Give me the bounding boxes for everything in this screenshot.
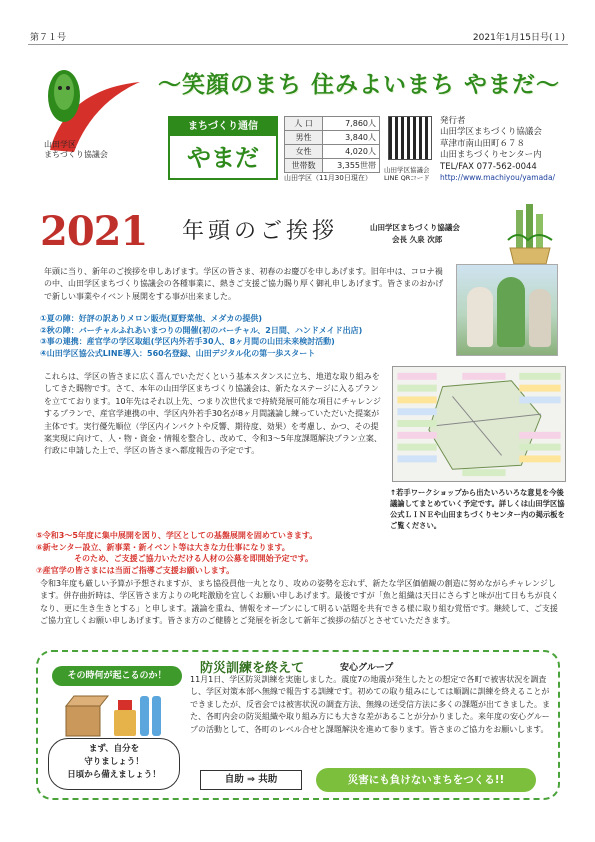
highlight-item: ④山田学区協公式LINE導入：560名登録、山田デジタル化の第一歩スタート <box>40 348 316 358</box>
publisher-info <box>440 116 555 183</box>
main-title: ～笑顔のまち 住みよいまち やまだ～ <box>158 72 561 98</box>
bousai-badge: その時何が起こるのか！ <box>52 666 182 686</box>
qr-label-line1: 山田学区協議会 <box>384 166 430 174</box>
plan-text: これらは、学区の皆さまに広く喜んでいただくという基本スタンスに立ち、地道な取り組みをしてきた賜物です。さて、本年の山田学区まちづくり協議会は、新たなステージに入るプランを立てております。10年先はそれ以上先、つまり次世代まで持続発展可能な項目にチャレンジするプランで、産官学連携の中、学区内外若手30名が8ヶ月間議論し練っていただいた提案が主体です。実行優先順位（学区内インパクトや反響、期待度、効果）を考慮し、かつ、その提案実現に向けて、人・物・資金・情報を整合し、改めて、令和3～5年度課題解決プラン立案、行政に申請した上で、学区の皆さまへ都度報告の予定です。 <box>44 372 382 456</box>
kadomatsu-icon <box>502 200 558 266</box>
population-value: 3,355世帯 <box>323 159 380 173</box>
population-value: 4,020人 <box>323 145 380 159</box>
population-label: 女性 <box>285 145 323 159</box>
year-title: 2021 <box>40 208 148 255</box>
bousai-title: 防災訓練を終えて <box>200 661 305 676</box>
target-item: ⑥新センター設立、新事業・新イベント等は大きな力仕事になります。 <box>36 542 290 552</box>
population-note: 山田学区（11月30日現在） <box>284 174 372 182</box>
bubble-line1: まず、自分を <box>88 744 140 754</box>
map-caption: ↑若手ワークショップから出たいろいろな意見を今後議論してまとめていく予定です。詳しくは山田学区協公式ＬＩＮＥや山田まちづくりセンター内の掲示板をご覧ください。 <box>390 488 565 530</box>
newsletter-box <box>168 116 278 180</box>
bubble-line3: 日頃から備えましょう！ <box>67 769 161 780</box>
population-value: 3,840人 <box>323 131 380 145</box>
issue-date: 2021年1月15日号(１) <box>472 33 565 43</box>
target-item: ⑦産官学の皆さまには当面ご指導ご支援お願いします。 <box>36 565 235 575</box>
qr-label <box>384 166 430 182</box>
population-row <box>285 159 380 173</box>
bubble-line2: 守りましょう！ <box>84 756 144 767</box>
population-label: 世帯数 <box>285 159 323 173</box>
target-item: そのため、ご支援ご協力いただける人材の公募を即開始予定です。 <box>74 554 314 564</box>
greeting-intro: 年頭に当り、新年のご挨拶を申しあげます。学区の皆さま、初春のお慶びを申しあげます。旧年中は、コロナ禍の中、山田学区まちづくり協議会の各種事業に、熱きご支援ご協力賜り厚く御礼申しあげます。皆さまのおかげで新しい事業やイベント展開をする事が出来ました。 <box>44 267 444 301</box>
highlight-item: ③事の連携：産官学の学区取組(学区内外若手30人、8ヶ月間の山田未来検討活動) <box>40 337 335 347</box>
publisher-phone: TEL/FAX 077-562-0044 <box>440 161 537 172</box>
qr-label-line2: LINE QRコード <box>384 174 430 183</box>
author-name: 会長 久泉 次郎 <box>392 235 443 244</box>
author-org: 山田学区まちづくり協議会 <box>370 223 460 232</box>
publisher-address: 草津市南山田町６７８ <box>440 138 526 149</box>
resilience-slogan: 災害にも負けないまちをつくる!! <box>316 768 536 792</box>
highlight-item: ②秋の陣：バーチャルふれあいまつりの開催(初のバーチャル、2日間、ハンドメイド出店) <box>40 325 363 335</box>
highlight-item: ①夏の陣：好評の訳ありメロン販売(夏野菜他、メダカの提供) <box>40 314 263 323</box>
greeting-heading: 年頭のご挨拶 <box>182 219 339 244</box>
line-qr-code[interactable] <box>388 116 432 160</box>
population-label: 人 口 <box>285 117 323 131</box>
publisher-label: 発行者 <box>440 116 466 126</box>
highlight-list <box>40 313 460 359</box>
logo-text <box>44 140 108 159</box>
greeting-author <box>370 222 460 246</box>
population-value: 7,860人 <box>323 117 380 131</box>
target-item: ⑤令和3～5年度に集中展開を図り、学区としての基盤展開を固めていきます。 <box>36 531 318 540</box>
preparedness-bubble <box>48 738 180 790</box>
logo-text-line1: 山田学区 <box>44 140 76 149</box>
self-help-slogan: 自助 ⇒ 共助 <box>200 770 302 790</box>
publisher-name: 山田学区まちづくり協議会 <box>440 127 542 138</box>
bousai-group: 安心グループ <box>340 663 394 673</box>
workshop-map <box>392 366 566 482</box>
publisher-url[interactable]: http://www.machiyou/yamada/ <box>440 173 556 183</box>
emergency-kit-icon <box>62 690 172 738</box>
newsletter-subtitle: まちづくり通信 <box>170 118 276 136</box>
publisher-office: 山田まちづくりセンター内 <box>440 150 542 161</box>
population-row <box>285 145 380 159</box>
population-row <box>285 117 380 131</box>
greeting-closing: 令和3年度も厳しい予算が予想されますが、まち協役員他一丸となり、攻めの姿勢を忘れず、新たな学区価値観の創造に努めながらチャレンジします。併存曲折時は、学区皆さま方よりの叱咤激励を宜しくお願い申しあげます。最後ですが「魚と組織は天日にさらすと味が出て日もちが良くなり、更に生き生きとする」と申します。議論を重ね、情報をオープンにして明るい話題を共有できる様に取り組む覚悟です。継続して、ご支援ご協力宜しくお願い申しあげます。皆さま方のご健勝とご発展を祈念して新年ご挨拶の結びとさせていただきます。 <box>40 579 559 626</box>
issue-number: 第７１号 <box>30 33 67 43</box>
newsletter-name: やまだ <box>187 144 259 172</box>
bousai-body: 11月1日、学区防災訓練を実施しました。震度7の地震が発生したとの想定で各町で被害状況を調査し、学区対策本部へ無線で報告する訓練です。初めての取り組みにしては順調に訓練を終えることができましたが、反省会では被害状況の調査方法、無線の送受信方法に多くの課題が出てきました。また、各町内会の防災組織や取り組み方にも大きな差があることが分かりました。来年度の安心グループの活動として、各町のレベル合せと課題解決を進めて参ります。皆さまのご協力をお願いします。 <box>190 675 550 734</box>
population-row <box>285 131 380 145</box>
logo-text-line2: まちづくり協議会 <box>44 149 108 159</box>
population-table <box>284 116 380 173</box>
target-list <box>36 530 386 576</box>
event-photo <box>456 264 558 356</box>
population-label: 男性 <box>285 131 323 145</box>
header-divider <box>28 44 568 45</box>
